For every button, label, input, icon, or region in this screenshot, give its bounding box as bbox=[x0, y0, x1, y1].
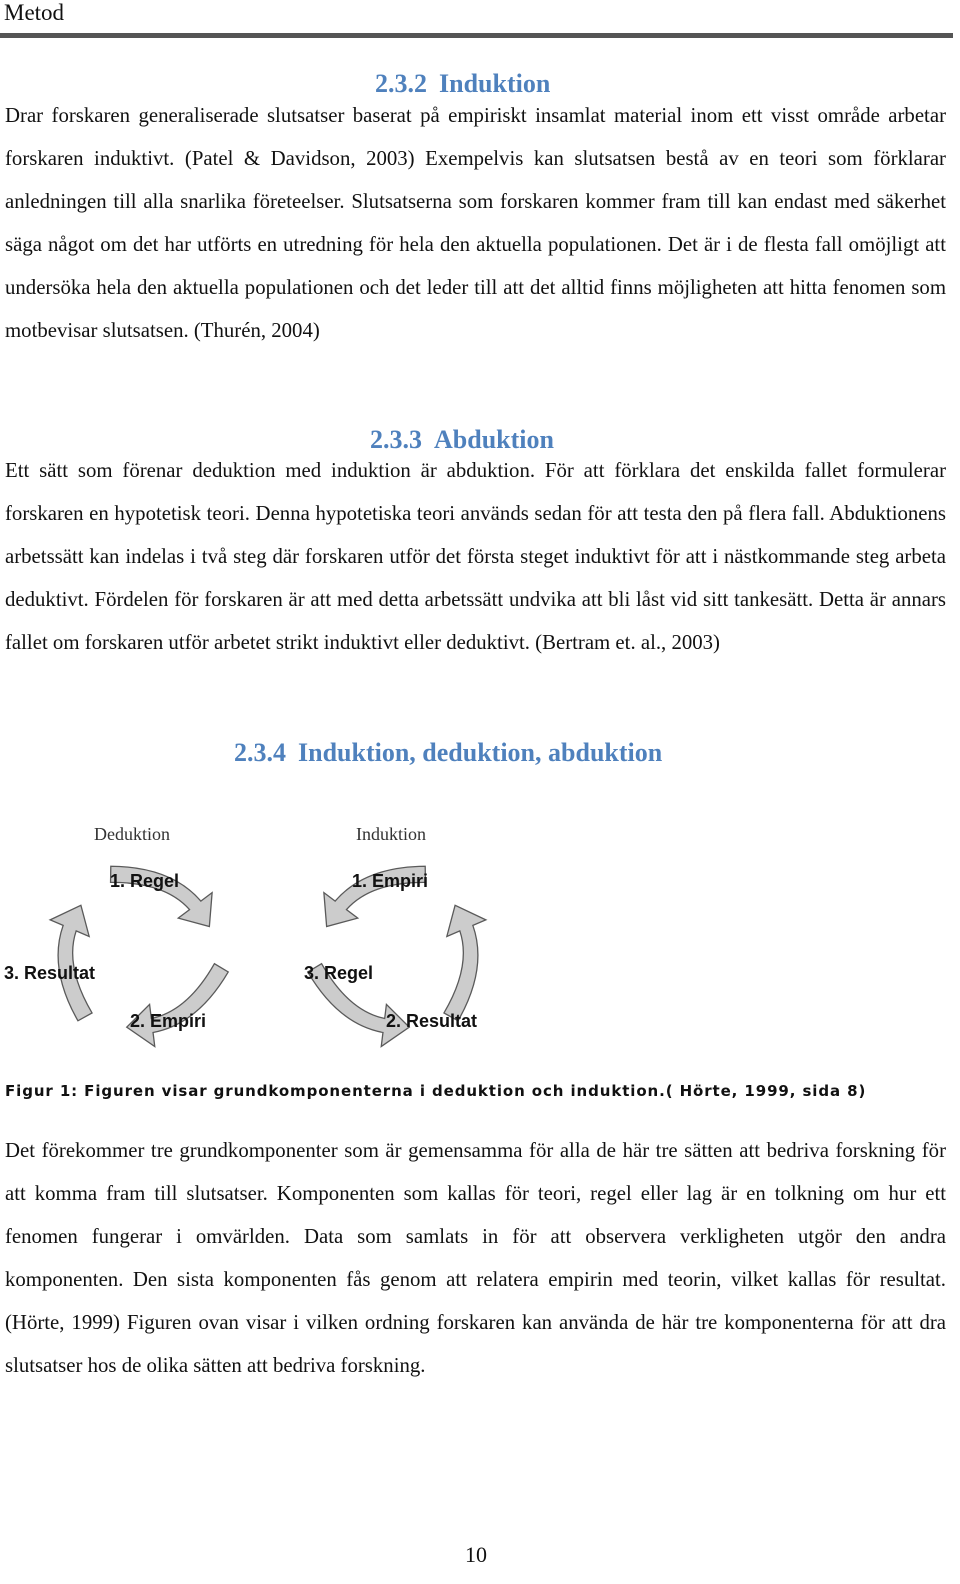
induction-title: Induktion bbox=[356, 824, 426, 844]
induction-step-2: 2. Resultat bbox=[386, 1011, 478, 1031]
paragraph-abduktion: Ett sätt som förenar deduktion med induktion är abduktion. För att förklara det enskilda fallet formulerar forskaren en hypotetisk teori. Denna hypotetiska teori används sedan för att testa den på flera fall. Abduktionens arbetssätt kan indelas i två steg där forskaren utför det första steget induktivt för att i nästkommande steg arbeta deduktivt. Fördelen för forskaren är att med detta arbetssätt undvika att bli låst vid sitt tankesätt. Detta är annars fallet om forskaren utför arbetet strikt induktivt eller deduktivt. (Bertram et. al., 2003) bbox=[5, 459, 946, 654]
paragraph-induktion: Drar forskaren generaliserade slutsatser baserat på empiriskt insamlat material inom ett visst område arbetar forskaren induktivt. (Patel & Davidson, 2003) Exempelvis kan slutsatsen bestå av en teori som förklarar anledningen till alla snarlika företeelser. Slutsatserna som forskaren kommer fram till kan endast med säkerhet säga något om det har utförts en utredning för hela den aktuella populationen. Det är i de flesta fall omöjligt att undersöka hela den aktuella populationen och det leder till att det alltid finns möjligheten att hitta fenomen som motbevisar slutsatsen. (Thurén, 2004) bbox=[5, 104, 946, 342]
deduction-title: Deduktion bbox=[94, 824, 170, 844]
section-number: 2.3.4 bbox=[234, 738, 286, 767]
deduction-step-2: 2. Empiri bbox=[130, 1011, 207, 1031]
running-head: Metod bbox=[4, 0, 65, 25]
section-title: Induktion, deduktion, abduktion bbox=[298, 738, 663, 767]
header-rule bbox=[0, 33, 953, 38]
section-title: Induktion bbox=[439, 69, 551, 98]
section-number: 2.3.2 bbox=[375, 69, 427, 98]
section-heading-ind-ded-abd bbox=[234, 737, 662, 769]
figure-titles bbox=[94, 824, 426, 844]
induction-step-3: 3. Regel bbox=[304, 963, 374, 983]
figure-svg bbox=[0, 815, 520, 1065]
figure-caption: Figur 1: Figuren visar grundkomponenterna i deduktion och induktion.( Hörte, 1999, sida 8) bbox=[5, 1082, 867, 1100]
cycle-arrow bbox=[415, 905, 499, 1021]
paragraph-grundkomponenter: Det förekommer tre grundkomponenter som är gemensamma för alla de här tre sätten att bedriva forskning för att komma fram till slutsatser. Komponenten som kallas för teori, regel eller lag är en tolkning om hur ett fenomen fungerar i omvärlden. Data som samlats in för att observera verkligheten utgör den andra komponenten. Den sista komponenten fås genom att relatera empirin med teorin, vilket kallas för resultat. (Hörte, 1999) Figuren ovan visar i vilken ordning forskaren kan använda de här tre komponenterna för att dra slutsatser hos de olika sätten att bedriva forskning. bbox=[5, 1139, 946, 1377]
page-number: 10 bbox=[465, 1542, 487, 1567]
deduction-step-1: 1. Regel bbox=[110, 871, 180, 891]
section-title: Abduktion bbox=[434, 425, 554, 454]
cycle-arrow bbox=[306, 944, 409, 1057]
figure-deduction-induction-cycles bbox=[0, 815, 520, 1065]
section-number: 2.3.3 bbox=[370, 425, 422, 454]
cycle-arrow bbox=[127, 944, 230, 1057]
deduction-step-3: 3. Resultat bbox=[4, 963, 96, 983]
induction-step-1: 1. Empiri bbox=[352, 871, 429, 891]
